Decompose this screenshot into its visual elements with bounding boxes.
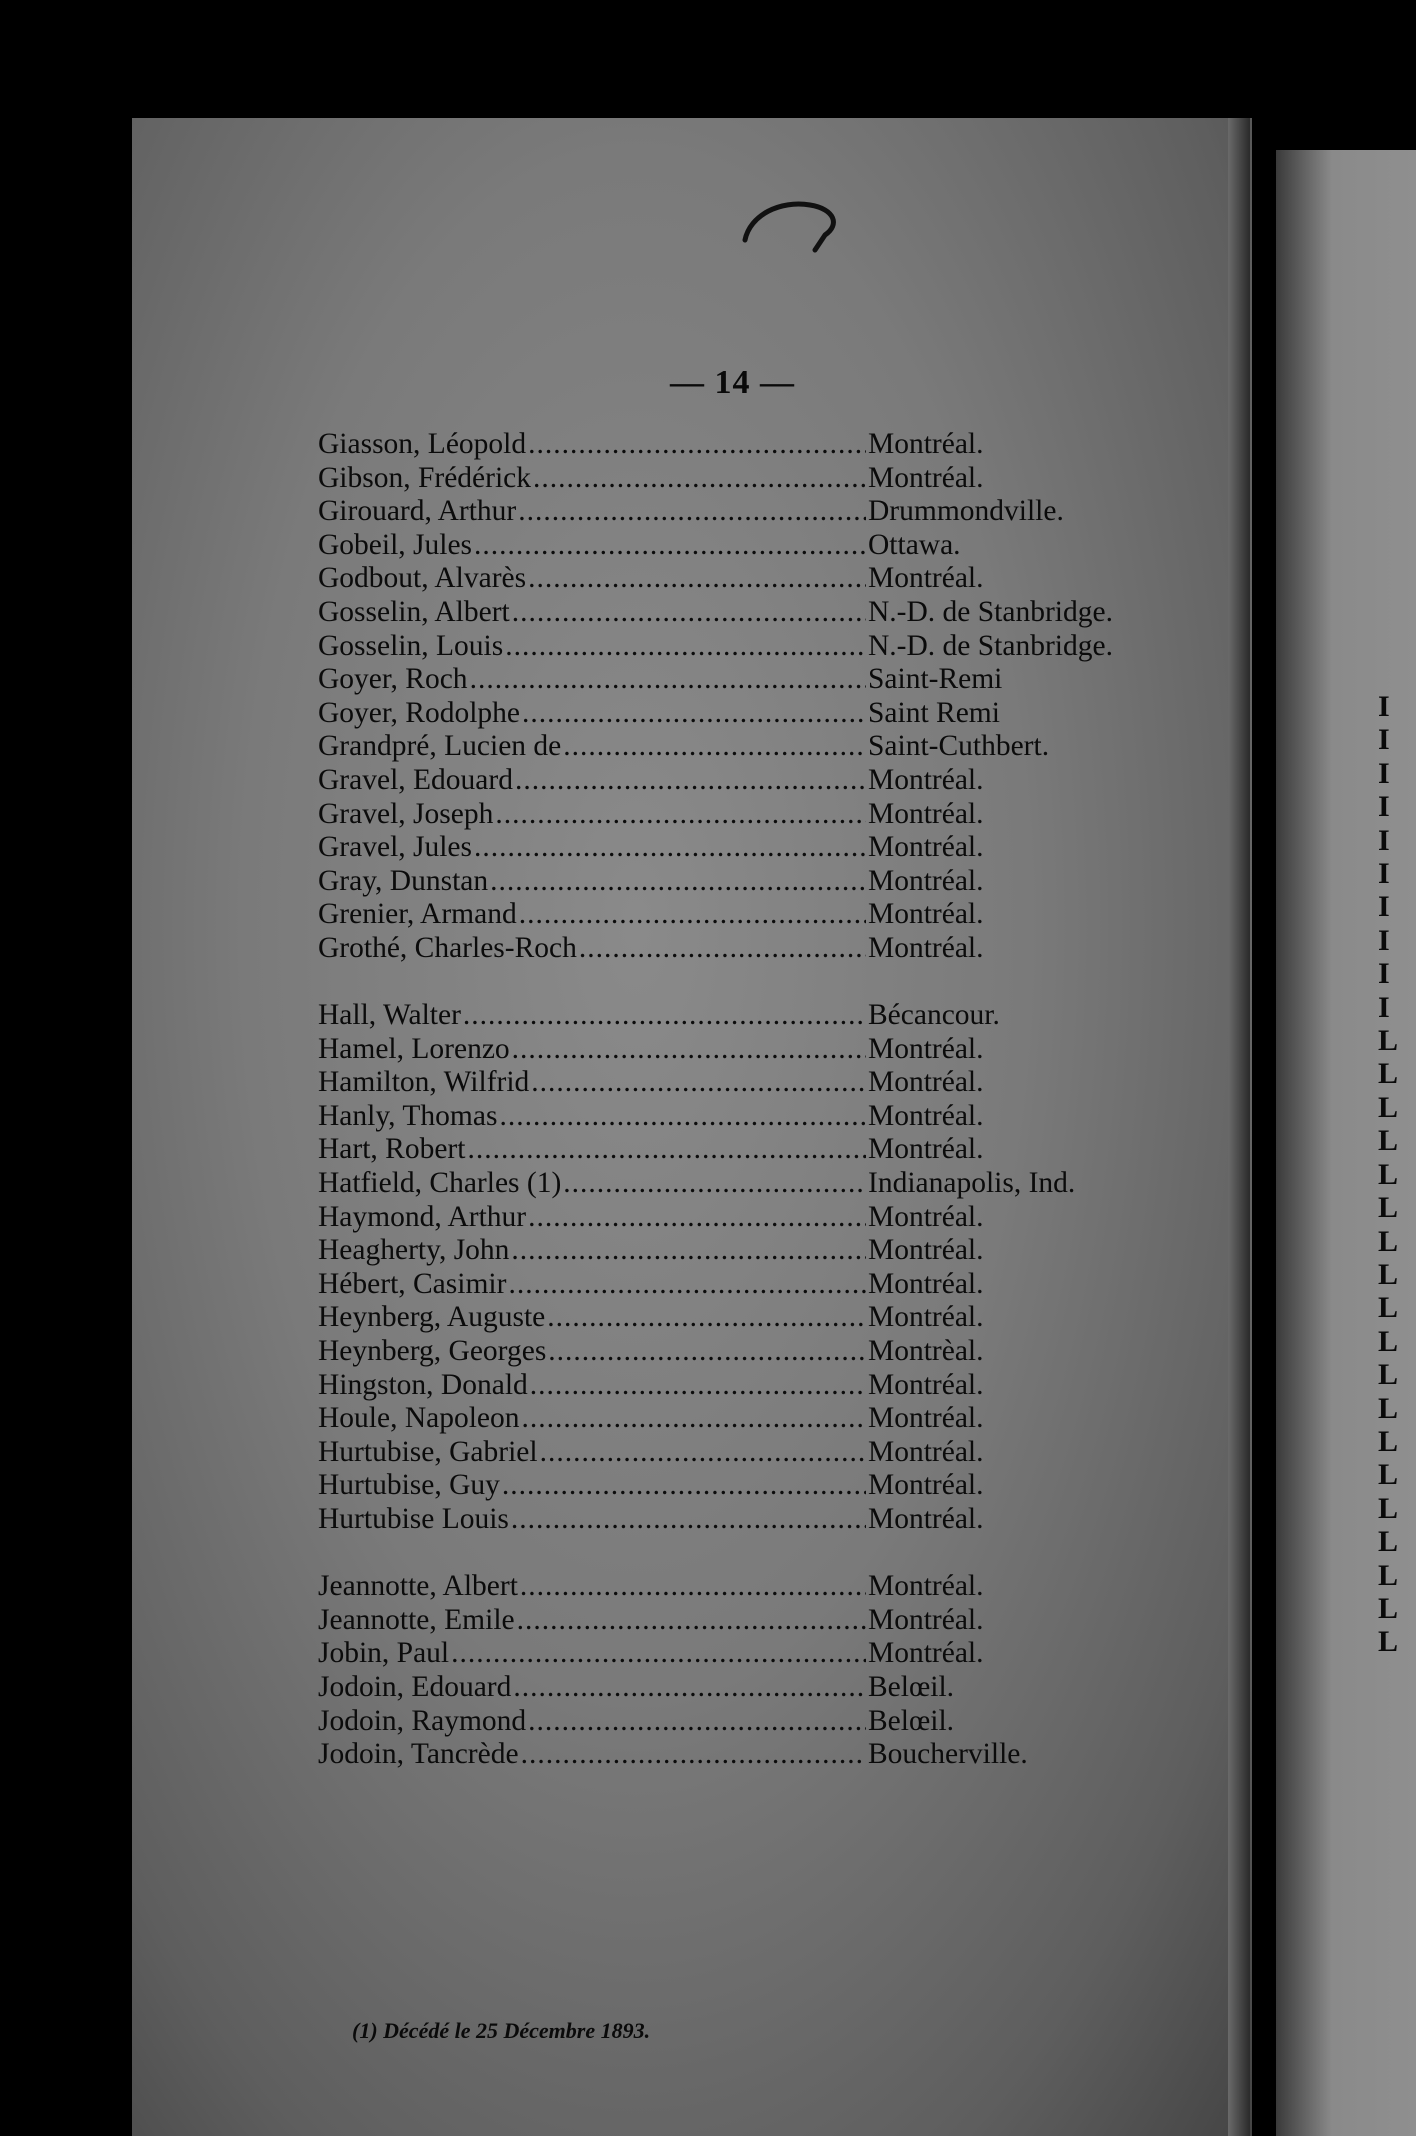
entry-place: Indianapolis, Ind. xyxy=(868,1167,1076,1200)
facing-page-letter: L xyxy=(1378,1224,1399,1258)
list-item xyxy=(318,529,1118,563)
dot-leader xyxy=(515,764,866,798)
entry-name: Haymond, Arthur xyxy=(318,1200,527,1233)
facing-page-letter: I xyxy=(1378,756,1390,790)
entry-name: Gravel, Edouard xyxy=(318,763,513,796)
entry-place: Montréal. xyxy=(868,1234,984,1267)
facing-page-letter: L xyxy=(1378,1458,1399,1492)
facing-page-letter: L xyxy=(1378,1391,1399,1425)
entry-name: Gosselin, Louis xyxy=(318,629,504,662)
entry-name: Hingston, Donald xyxy=(318,1368,528,1401)
dot-leader xyxy=(522,697,866,731)
dot-leader xyxy=(512,1033,866,1067)
list-item xyxy=(318,428,1118,462)
list-item xyxy=(318,1201,1118,1235)
dot-leader xyxy=(520,1570,866,1604)
list-item xyxy=(318,1637,1118,1671)
list-item xyxy=(318,1335,1118,1369)
dot-leader xyxy=(530,1369,866,1403)
entry-place: Montréal. xyxy=(868,1301,984,1334)
facing-page-letter: L xyxy=(1378,1291,1399,1325)
facing-page-letter: I xyxy=(1378,857,1390,891)
dot-leader xyxy=(463,999,866,1033)
entry-name: Jodoin, Edouard xyxy=(318,1670,512,1703)
list-item xyxy=(318,1671,1118,1705)
group-spacer xyxy=(318,1537,1118,1571)
entry-place: N.-D. de Stanbridge. xyxy=(868,595,1113,628)
entry-place: Montréal. xyxy=(868,1200,984,1233)
facing-page-letter: I xyxy=(1378,823,1390,857)
dot-leader xyxy=(511,1503,866,1537)
dot-leader xyxy=(547,1301,866,1335)
entry-place: Montréal. xyxy=(868,898,984,931)
list-item xyxy=(318,1570,1118,1604)
dot-leader xyxy=(474,831,866,865)
entry-place: Montréal. xyxy=(868,1368,984,1401)
entry-name: Houle, Napoleon xyxy=(318,1402,520,1435)
list-item xyxy=(318,1268,1118,1302)
entry-place: Drummondville. xyxy=(868,495,1064,528)
list-item xyxy=(318,495,1118,529)
dot-leader xyxy=(528,1705,866,1739)
entry-name: Hanly, Thomas xyxy=(318,1099,498,1132)
list-item xyxy=(318,898,1118,932)
list-item xyxy=(318,1033,1118,1067)
dot-leader xyxy=(512,596,866,630)
entry-name: Giasson, Léopold xyxy=(318,428,527,460)
facing-page-letter: L xyxy=(1378,1558,1399,1592)
facing-page-letter: L xyxy=(1378,1424,1399,1458)
entry-place: Montréal. xyxy=(868,1570,984,1603)
entry-name: Grenier, Armand xyxy=(318,898,517,931)
entry-name: Gray, Dunstan xyxy=(318,864,489,897)
facing-page-letter: L xyxy=(1378,1358,1399,1392)
entry-name: Gosselin, Albert xyxy=(318,595,510,628)
footnote: (1) Décédé le 25 Décembre 1893. xyxy=(352,2018,651,2043)
facing-page-letter: L xyxy=(1378,1124,1399,1158)
entry-place: Saint Remi xyxy=(868,696,1000,729)
dot-leader xyxy=(521,1738,866,1772)
dot-leader xyxy=(470,663,866,697)
entry-name: Hurtubise Louis xyxy=(318,1503,509,1535)
entry-name: Heynberg, Auguste xyxy=(318,1301,546,1334)
list-item xyxy=(318,730,1118,764)
entry-place: Montréal. xyxy=(868,461,984,494)
facing-page-letter: L xyxy=(1378,1591,1399,1625)
list-item xyxy=(318,1469,1118,1503)
group-spacer xyxy=(318,966,1118,1000)
facing-page-letter: L xyxy=(1378,1090,1399,1124)
entry-place: Montréal. xyxy=(868,1099,984,1132)
facing-page-letter: I xyxy=(1378,890,1390,924)
entry-name: Girouard, Arthur xyxy=(318,495,517,528)
entry-place: Montréal. xyxy=(868,1402,984,1435)
list-item xyxy=(318,831,1118,865)
dot-leader xyxy=(533,462,866,496)
facing-page-letter: I xyxy=(1378,790,1390,824)
list-item xyxy=(318,1738,1118,1772)
entry-place: Montréal. xyxy=(868,1032,984,1065)
facing-page-letters xyxy=(1378,690,1398,1659)
list-item xyxy=(318,1167,1118,1201)
entry-name: Gibson, Frédérick xyxy=(318,461,532,494)
entry-name: Jeannotte, Albert xyxy=(318,1570,518,1603)
entry-place: Montréal. xyxy=(868,562,984,595)
dot-leader xyxy=(522,1402,866,1436)
list-item xyxy=(318,1133,1118,1167)
entry-place: Montréal. xyxy=(868,1133,984,1166)
entry-place: Montréal. xyxy=(868,1603,984,1636)
dot-leader xyxy=(563,730,866,764)
entry-name: Jeannotte, Emile xyxy=(318,1603,515,1636)
entry-place: Boucherville. xyxy=(868,1738,1028,1771)
name-list xyxy=(318,428,1118,1772)
facing-page-letter: L xyxy=(1378,1157,1399,1191)
entry-name: Jodoin, Tancrède xyxy=(318,1738,519,1771)
dot-leader xyxy=(563,1167,866,1201)
dot-leader xyxy=(495,798,866,832)
dot-leader xyxy=(531,1066,866,1100)
entry-place: Ottawa. xyxy=(868,528,961,561)
entry-name: Goyer, Roch xyxy=(318,663,468,696)
entry-place: Saint-Remi xyxy=(868,663,1003,696)
list-item xyxy=(318,1604,1118,1638)
entry-name: Hamilton, Wilfrid xyxy=(318,1066,530,1099)
facing-page-letter: L xyxy=(1378,1191,1399,1225)
dot-leader xyxy=(474,529,866,563)
dot-leader xyxy=(490,865,866,899)
entry-place: Belœil. xyxy=(868,1704,955,1737)
entry-place: Montréal. xyxy=(868,1503,984,1535)
dot-leader xyxy=(517,1604,866,1638)
entry-place: Montréal. xyxy=(868,1435,984,1468)
facing-page-letter: L xyxy=(1378,1525,1399,1559)
list-item xyxy=(318,1301,1118,1335)
dot-leader xyxy=(499,1100,866,1134)
entry-place: Montréal. xyxy=(868,1267,984,1300)
entry-name: Gravel, Jules xyxy=(318,831,473,864)
facing-page-letter: I xyxy=(1378,923,1390,957)
entry-place: Montréal. xyxy=(868,1066,984,1099)
entry-place: Montrèal. xyxy=(868,1335,984,1368)
list-item xyxy=(318,596,1118,630)
entry-place: Montréal. xyxy=(868,1469,984,1502)
entry-name: Hamel, Lorenzo xyxy=(318,1032,510,1065)
dot-leader xyxy=(528,562,866,596)
list-item xyxy=(318,798,1118,832)
list-item xyxy=(318,1402,1118,1436)
entry-name: Hatfield, Charles (1) xyxy=(318,1167,562,1200)
dot-leader xyxy=(508,1268,866,1302)
list-item xyxy=(318,865,1118,899)
page-gutter-shadow xyxy=(1228,118,1250,2136)
entry-name: Hurtubise, Gabriel xyxy=(318,1435,538,1468)
entry-name: Jodoin, Raymond xyxy=(318,1704,527,1737)
dot-leader xyxy=(540,1436,866,1470)
entry-name: Hurtubise, Guy xyxy=(318,1469,500,1502)
list-item xyxy=(318,1705,1118,1739)
entry-name: Goyer, Rodolphe xyxy=(318,696,521,729)
facing-page-letter: L xyxy=(1378,1057,1399,1091)
facing-page-letter: L xyxy=(1378,1625,1399,1659)
list-item xyxy=(318,630,1118,664)
dot-leader xyxy=(528,428,866,462)
list-item xyxy=(318,1369,1118,1403)
list-item xyxy=(318,999,1118,1033)
list-item xyxy=(318,1234,1118,1268)
list-item xyxy=(318,1436,1118,1470)
dot-leader xyxy=(518,495,866,529)
entry-place: Saint-Cuthbert. xyxy=(868,730,1050,763)
entry-place: N.-D. de Stanbridge. xyxy=(868,629,1113,662)
entry-name: Godbout, Alvarès xyxy=(318,562,527,595)
facing-page-letter: I xyxy=(1378,957,1390,991)
entry-place: Montréal. xyxy=(868,428,984,460)
facing-page-letter: L xyxy=(1378,1024,1399,1058)
list-item xyxy=(318,1100,1118,1134)
facing-page-letter: L xyxy=(1378,1491,1399,1525)
entry-place: Bécancour. xyxy=(868,999,1000,1032)
entry-place: Montréal. xyxy=(868,797,984,830)
dot-leader xyxy=(505,630,866,664)
facing-page-letter: L xyxy=(1378,1324,1399,1358)
dot-leader xyxy=(548,1335,866,1369)
page-number: — 14 — xyxy=(670,364,795,401)
entry-name: Heagherty, John xyxy=(318,1234,510,1267)
facing-page-letter: I xyxy=(1378,723,1390,757)
dot-leader xyxy=(513,1671,866,1705)
list-item xyxy=(318,562,1118,596)
ink-scribble-mark xyxy=(740,195,850,265)
dot-leader xyxy=(467,1133,866,1167)
dot-leader xyxy=(502,1469,866,1503)
list-item xyxy=(318,932,1118,966)
dot-leader xyxy=(511,1234,866,1268)
entry-place: Montréal. xyxy=(868,931,984,964)
entry-name: Gobeil, Jules xyxy=(318,528,473,561)
entry-name: Jobin, Paul xyxy=(318,1637,450,1670)
list-item xyxy=(318,697,1118,731)
entry-name: Grandpré, Lucien de xyxy=(318,730,562,763)
entry-place: Montréal. xyxy=(868,1637,984,1670)
entry-name: Grothé, Charles-Roch xyxy=(318,931,577,964)
entry-name: Gravel, Joseph xyxy=(318,797,494,830)
list-item xyxy=(318,764,1118,798)
entry-place: Belœil. xyxy=(868,1670,955,1703)
entry-name: Heynberg, Georges xyxy=(318,1335,547,1368)
facing-page-letter: I xyxy=(1378,690,1390,723)
facing-page-letter: L xyxy=(1378,1257,1399,1291)
list-item xyxy=(318,1066,1118,1100)
list-item xyxy=(318,1503,1118,1537)
list-item xyxy=(318,462,1118,496)
dot-leader xyxy=(528,1201,866,1235)
list-item xyxy=(318,663,1118,697)
dot-leader xyxy=(451,1637,866,1671)
entry-name: Hart, Robert xyxy=(318,1133,466,1166)
entry-place: Montréal. xyxy=(868,864,984,897)
entry-name: Hall, Walter xyxy=(318,999,461,1032)
dot-leader xyxy=(519,898,866,932)
entry-place: Montréal. xyxy=(868,763,984,796)
facing-page-letter: I xyxy=(1378,990,1390,1024)
dot-leader xyxy=(579,932,866,966)
entry-name: Hébert, Casimir xyxy=(318,1267,507,1300)
entry-place: Montréal. xyxy=(868,831,984,864)
